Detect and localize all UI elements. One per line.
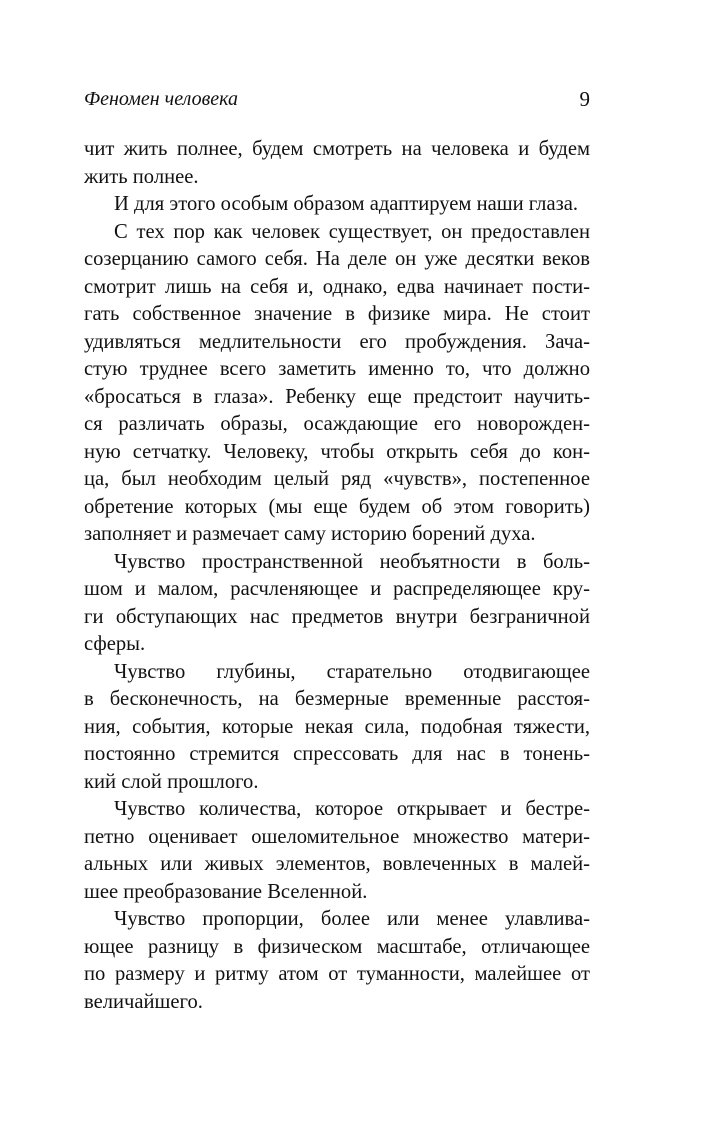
text-line: ги обступающих нас предметов внутри безграничной	[84, 605, 590, 628]
text-line: альных или живых элементов, вовлеченных в малей-	[84, 853, 590, 875]
paragraph	[84, 796, 590, 906]
running-title: Феномен человека	[84, 88, 238, 110]
text-line: обретение которых (мы еще будем об этом говорить)	[84, 495, 590, 518]
paragraph	[84, 219, 590, 549]
text-line: ся различать образы, осаждающие его новорожден-	[84, 413, 590, 435]
paragraph	[84, 136, 590, 191]
text-line: Чувство пространственной необъятности в боль-	[114, 550, 590, 573]
text-line: сферы.	[84, 633, 146, 655]
text-line: шом и малом, расчленяющее и распределяющее кру-	[84, 578, 590, 600]
text-line: ния, события, которые некая сила, подобная тяжести,	[84, 715, 590, 738]
text-line: постоянно стремится спрессовать для нас в тонень-	[84, 743, 590, 765]
text-line: созерцанию самого себя. На деле он уже десятки веков	[84, 248, 590, 270]
paragraph	[84, 549, 590, 659]
text-line: удивляться медлительности его пробуждения. Зача-	[84, 330, 590, 353]
text-line: С тех пор как человек существует, он предоставлен	[114, 220, 590, 243]
text-line: жить полнее.	[84, 165, 199, 188]
text-line: Чувство количества, которое открывает и бестре-	[114, 798, 590, 820]
text-line: петно оценивает ошеломительное множество матери-	[84, 825, 590, 848]
text-line: Чувство глубины, старательно отодвигающее	[114, 660, 590, 683]
text-line: смотрит лишь на себя и, однако, едва начинает пости-	[84, 275, 590, 298]
page-number: 9	[579, 87, 590, 111]
text-line: величайшего.	[84, 990, 203, 1013]
text-line: ную сетчатку. Человеку, чтобы открыть себя до кон-	[84, 440, 590, 463]
paragraph	[84, 906, 590, 1016]
paragraph	[84, 191, 590, 219]
text-line: Чувство пропорции, более или менее улавлива-	[114, 908, 590, 930]
body-text	[84, 136, 590, 1016]
text-line: стую труднее всего заметить именно то, что должно	[84, 358, 590, 380]
text-line: в бесконечность, на безмерные временные расстоя-	[84, 688, 590, 710]
text-line: чит жить полнее, будем смотреть на человека и будем	[84, 138, 590, 160]
paragraph	[84, 659, 590, 797]
text-line: по размеру и ритму атом от туманности, малейшее от	[84, 963, 590, 985]
text-line: шее преобразование Вселенной.	[84, 880, 368, 903]
text-line: гать собственное значение в физике мира. Не стоит	[84, 303, 590, 325]
text-line: ющее разницу в физическом масштабе, отличающее	[84, 935, 590, 958]
text-line: ца, был необходим целый ряд «чувств», постепенное	[84, 468, 590, 490]
text-line: И для этого особым образом адаптируем наши глаза.	[114, 193, 579, 215]
text-line: «бросаться в глаза». Ребенку еще предстоит научить-	[84, 385, 590, 408]
text-line: кий слой прошлого.	[84, 770, 259, 793]
text-line: заполняет и размечает саму историю борений духа.	[84, 523, 536, 545]
